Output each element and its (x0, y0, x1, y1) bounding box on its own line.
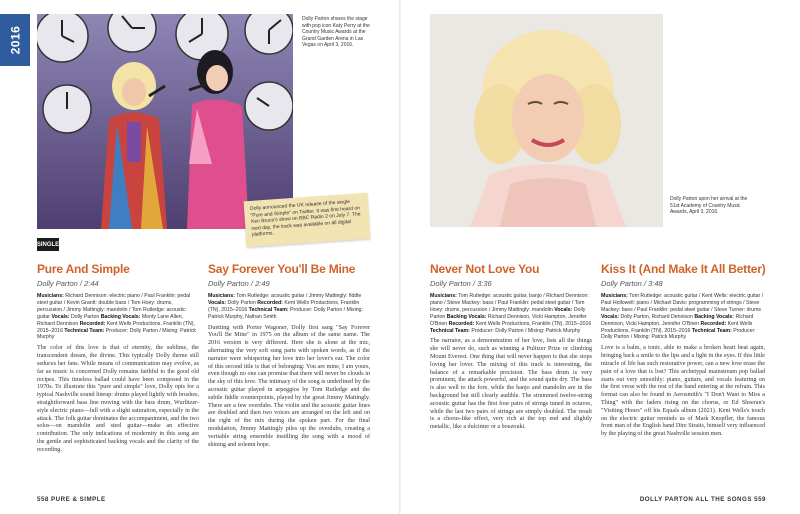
credit-text: Producer: Dolly Parton / Mixing: Patrick Murphy (471, 327, 581, 334)
credit-label: Vocals: (51, 313, 70, 320)
credit-label: Musicians: (601, 293, 628, 299)
credit-text: Monty Lane Allen, Richard Dennison (37, 313, 184, 327)
song-entry (601, 262, 765, 439)
credit-label: Recorded: (79, 320, 106, 327)
song-entry (208, 262, 370, 449)
song-title: Pure And Simple (37, 262, 130, 276)
song-entry (430, 262, 592, 432)
caption-stage-photo: Dolly Parton shares the stage with pop icon Katy Perry at the Country Music Awards at the Grand Garden Arena in Las Vegas on April 3, 2016. (302, 16, 370, 49)
song-artist-duration: Dolly Parton / 3:36 (430, 279, 492, 288)
credit-text: Richard Dennison, Vicki Hampton, Jennifer O'Brien (430, 313, 587, 327)
credit-text: Producer: Dolly Parton / Mixing: Patrick Murphy (601, 327, 756, 341)
credit-text: Dolly Parton (430, 306, 586, 320)
song-artist-duration: Dolly Parton / 2:44 (37, 279, 99, 288)
song-entry (37, 262, 199, 455)
credit-text: Dolly Parton (227, 299, 256, 306)
photo-portrait (430, 14, 663, 227)
credit-label: Technical Team: (248, 306, 289, 313)
credit-text: Tom Rutledge: acoustic guitar / Jimmy Mattingly: fiddle (236, 293, 362, 299)
credit-text: Kent Wells Productions, Franklin (TN), 2015–2016 (475, 320, 592, 327)
credit-label: Musicians: (208, 293, 235, 299)
stage-photo-illustration (37, 14, 293, 229)
song-title: Never Not Love You (430, 262, 540, 276)
credit-label: Musicians: (37, 293, 64, 299)
credit-text: Kent Wells Productions, Franklin (TN), 2015–2016 (37, 320, 195, 334)
song-body: The color of this love is that of eternity, the sublime, the transcendent dream, the divine. This typically Dolly theme still seduces her fans. While means of communication may evolve, as far as music is concerned Dolly remains faithful to the good old recipes. This timeless ballad could have been composed in the 1970s. To illustrate this "pure and simple" love, Dolly opts for a typical Nashville sound lineup: drums played lightly with brushes, straightforward bass line moving with the bass drum, Wurlitzer-style electric piano—full with a slight saturation, especially in the attack. The folk guitar dominates the accompaniment, and the two solos—on mandolin and steel guitar—make an effective contribution. The only indications of modernity in this song are the gentle and sophisticated backing vocals and the clarity of the recording. (37, 345, 199, 453)
photo-stage-performance (37, 14, 293, 229)
song-artist-duration: Dolly Parton / 2:49 (208, 279, 270, 288)
song-body: Duetting with Porter Wagoner, Dolly first sang "Say Forever You'll Be Mine" in 1975 on the album of the same name. The 2016 version is very different. Here she is alone at the mic, alternating the very soft sung parts with spoken words, as if the narrator were whispering her love into her lover's ear. The color of this second title is that of belonging: You are mine, I am yours, even though no one can promise that there will never be clouds in the sky of this love. The intimacy of the song is underlined by the acoustic guitar played in arpeggios by Tom Rutledge and the subtle fiddle counterpoints, played by the great Jimmy Mattingly. There are a few overdubs. The violin and the acoustic guitar lines are doubled and then two voices are arranged on the left and on the right of the mix during the spoken part. For the final modulation, Jimmy Mattingly piles up the overdubs, creating a veritable string ensemble instilling the song with a mood of shining and solemn hope. (208, 324, 370, 448)
credit-label: Backing Vocals: (446, 313, 487, 320)
credit-label: Vocals: (208, 299, 227, 306)
song-title: Kiss It (And Make It All Better) (601, 262, 766, 276)
song-credits (37, 293, 199, 341)
song-body: The narrator, as a demonstration of her love, lists all the things she will never do, such as winning a Pulitzer Prize or climbing Mount Everest. One thing that will never happen is that she stops loving her lover. The mixing of this track is interesting, the balance of a remarkable precision. The bass drum is very prominent, the attack powerful, and the sound quite dry. The bass is also well to the fore, while the banjo and mandolin are in the background but still clearly audible. The strummed twelve-string acoustic guitar has the first four pairs of strings tuned in octaves, while the last two pairs of strings are simply doubled. The result is a chorus-like effect, very rich at the top end and slightly metallic, like a dulcimer or a bouzouki. (430, 338, 592, 431)
credit-label: Backing Vocals: (694, 313, 735, 320)
credit-label: Vocals: (554, 306, 573, 313)
credit-label: Backing Vocals: (100, 313, 141, 320)
credit-text: Producer: Dolly Parton / Mixing: Patrick Murphy, Nathan Smith (208, 306, 363, 320)
year-tab (0, 14, 30, 66)
song-credits (601, 293, 765, 341)
caption-portrait: Dolly Parton upon her arrival at the 51st Academy of Country Music Awards, April 3, 2016. (670, 196, 748, 216)
song-title: Say Forever You'll Be Mine (208, 262, 356, 276)
credit-label: Recorded: (700, 320, 727, 327)
credit-label: Technical Team: (430, 327, 470, 334)
credit-text: Dolly Parton, Richard Dennison (620, 313, 693, 320)
folio-right: DOLLY PARTON ALL THE SONGS 559 (639, 496, 766, 503)
song-body: Love is a balm, a tonic, able to make a broken heart beat again, bringing back a smile to the lips and a light in the eyes. If this little miracle of life has such restorative power, can a new love erase the pain of a love that is lost? This archetypal mainstream pop ballad starts out very smoothly: piano, guitars, and vocals featuring on the first verse with the rest of the band entering at the refrain. This format can also be found in Aerosmith's "I Don't Want to Miss a Thing" with the faders rising on the chorus, or Ed Sheeran's "Visiting Hours" off his Equals album (2021). Kent Wells's touch on the electric guitar reminds us of Mark Knopfler, the famous front man of the English band Dire Straits, himself very influenced by the playing of the great Nashville session men. (601, 345, 765, 438)
credit-text: Richard Dennison: electric piano / Paul Franklin: pedal steel guitar / Kevin Grantt: double bass / Tom Hoey: drums, percussion / Jimmy Mattingly: mandolin / Tom Rutledge: acoustic guitar (37, 293, 191, 320)
credit-text: Dolly Parton (70, 313, 100, 320)
credit-label: Technical Team: (64, 327, 105, 334)
credit-label: Vocals: (601, 313, 620, 320)
credit-label: Recorded: (448, 320, 475, 327)
credit-text: Producer: Dolly Parton / Mixing: Patrick Murphy (37, 327, 197, 341)
credit-label: Recorded: (257, 299, 283, 306)
credit-text: Tom Rutledge: acoustic guitar / Kent Wells: electric guitar / Paul Hollowell: piano / Michael Davis: programming of strings / Steve Mackey: bass / Paul Franklin: pedal steel guitar / Steve Turner: drums (601, 293, 764, 313)
song-credits (208, 293, 370, 321)
year-tab-label: 2016 (7, 25, 22, 55)
portrait-illustration (430, 14, 663, 227)
credit-text: Kent Wells Productions, Franklin (TN), 2015–2016 (601, 320, 753, 334)
credit-text: Kent Wells Productions, Franklin (TN), 2015–2016 (208, 299, 360, 313)
page-gutter (399, 0, 401, 514)
song-artist-duration: Dolly Parton / 3:48 (601, 279, 663, 288)
credit-label: Technical Team: (691, 327, 732, 334)
sticky-note: Dolly announced the UK release of the single "Pure and Simple" on Twitter. It was first heard on Ken Bruce's show on BBC Radio 2 on July 7. The next day, the track was available on all digital platforms. (244, 193, 371, 248)
folio-left: 558 PURE & SIMPLE (37, 496, 106, 503)
credit-label: Musicians: (430, 293, 457, 299)
credit-text: Richard Dennison, Vicki Hampton, Jennifer O'Brien (601, 313, 754, 327)
single-badge: SINGLE (37, 238, 59, 251)
credit-text: Tom Rutledge: acoustic guitar, banjo / Richard Dennison: piano / Steve Mackey: bass / Paul Franklin: pedal steel guitar / Tom Hoey: drums, percussion / Jimmy Mattingly: mandolin (430, 293, 589, 313)
song-credits (430, 293, 592, 334)
